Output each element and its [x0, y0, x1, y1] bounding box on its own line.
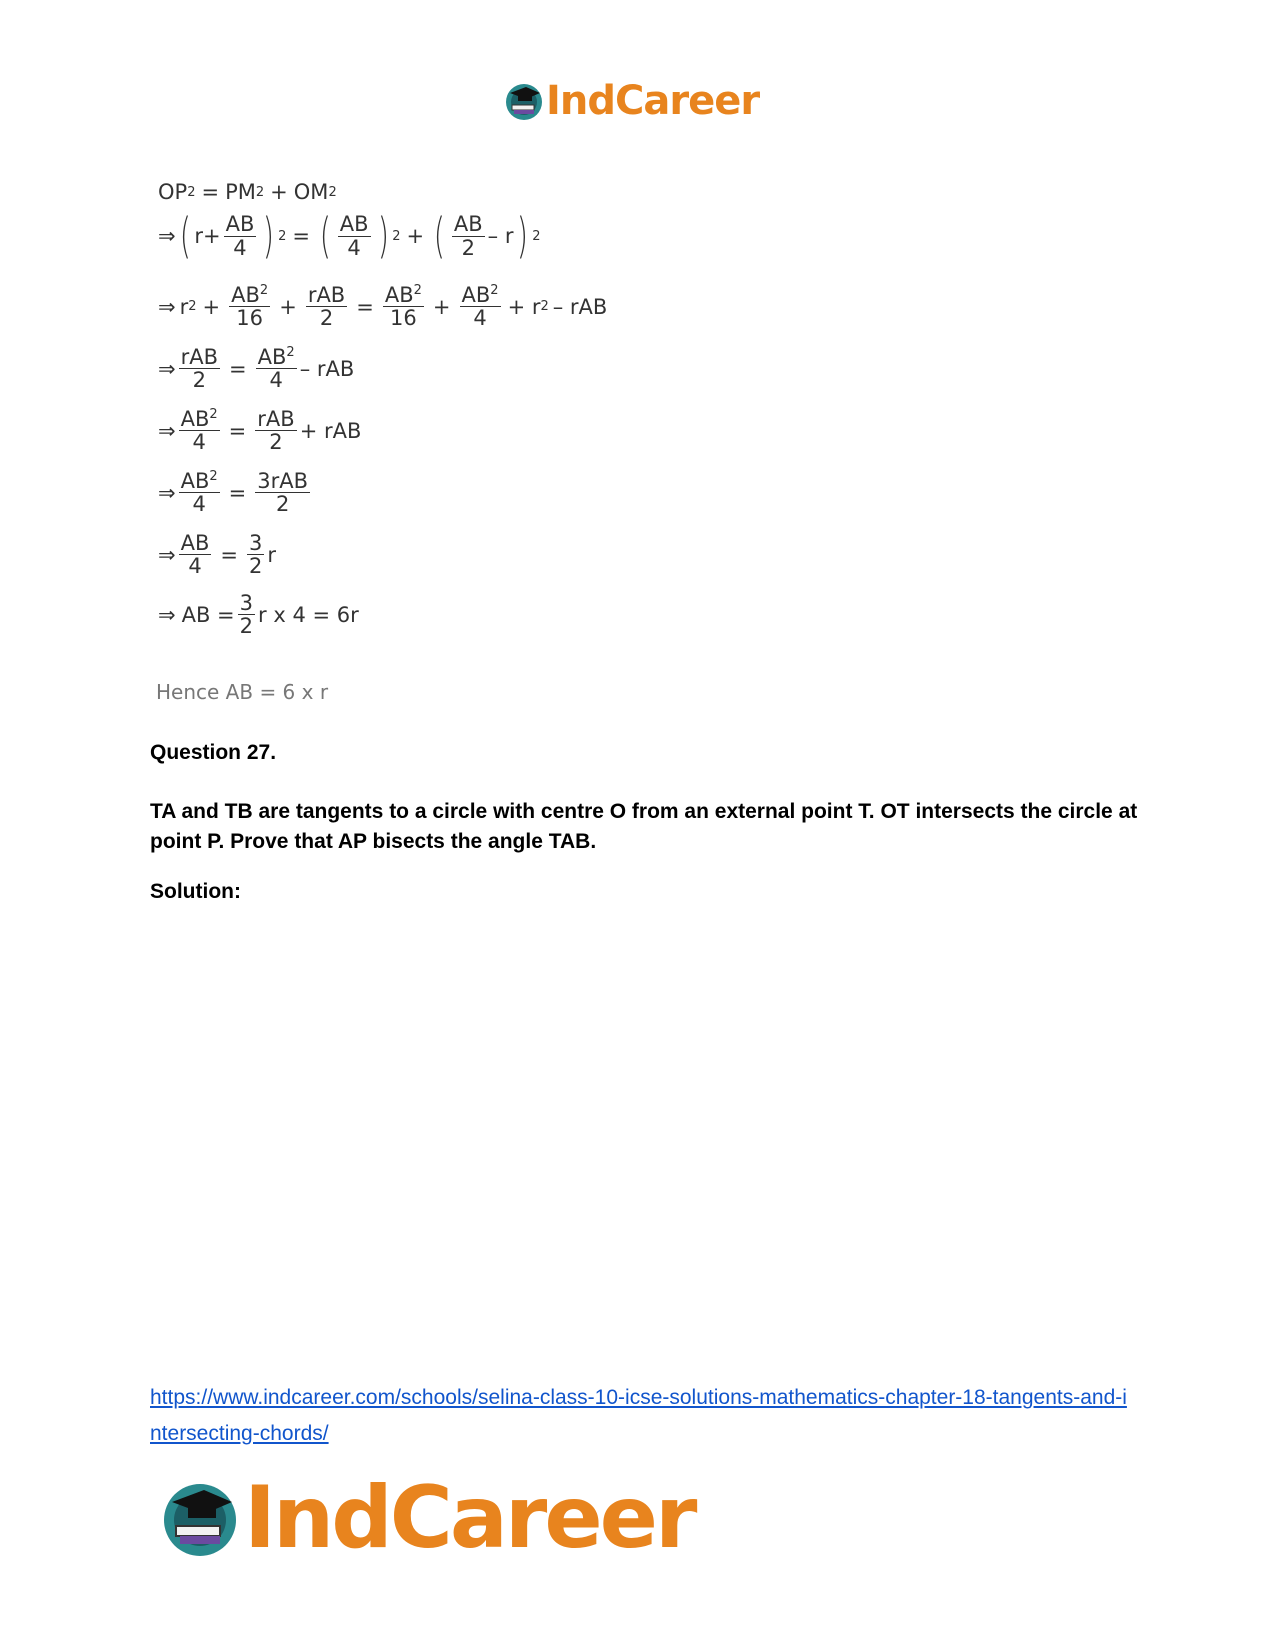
graduation-cap-icon: [504, 81, 544, 121]
equation-line: ⇒ $\frac{AB^2}{4}$ = $\frac{\text{3rAB}}{2}$: [158, 469, 309, 517]
equation-line: ⇒ r 2 + $\frac{AB^2}{16}$ + $\frac{\text{rAB}}{2}$ = $\frac{AB^2}{16}$ + $\frac{AB^2}{4}$ + r 2 – rAB: [158, 283, 608, 331]
footer-logo: [160, 1468, 694, 1568]
equation-line: ⇒ AB = $\frac{3}{2}$ r x 4 = 6r: [158, 591, 359, 639]
source-link[interactable]: https://www.indcareer.com/schools/selina-class-10-icse-solutions-mathematics-chapter-18-tangents-and-intersecting-chords/: [150, 1386, 1127, 1445]
equation-line: ⇒ $\frac{AB^2}{4}$ = $\frac{\text{rAB}}{2}$ + rAB: [158, 407, 362, 455]
solution-label: Solution:: [150, 880, 241, 903]
equation-line: OP 2 = PM 2 + OM 2: [158, 180, 337, 204]
logo-wordmark: IndCareer: [546, 78, 760, 124]
equation-line: ⇒ $\frac{AB}{4}$ = $\frac{3}{2}$ r: [158, 531, 277, 579]
equation-line: ⇒ ( r+ $\frac{AB}{4}$ ) 2 = ( $\frac{AB}{4}$ ) 2 + ( $\frac{AB}{2}$ – r ) 2: [158, 208, 541, 264]
logo-wordmark: IndCareer: [244, 1468, 695, 1568]
conclusion-text: Hence AB = 6 x r: [156, 680, 329, 704]
graduation-cap-icon: [160, 1478, 240, 1558]
question-title: Question 27.: [150, 741, 277, 764]
question-text: TA and TB are tangents to a circle with centre O from an external point T. OT intersects the circle at point P. Prove that AP bisects the angle TAB.: [150, 800, 1138, 853]
equation-line: ⇒ $\frac{\text{rAB}}{2}$ = $\frac{AB^2}{4}$ – rAB: [158, 345, 355, 393]
header-logo: [504, 78, 759, 124]
